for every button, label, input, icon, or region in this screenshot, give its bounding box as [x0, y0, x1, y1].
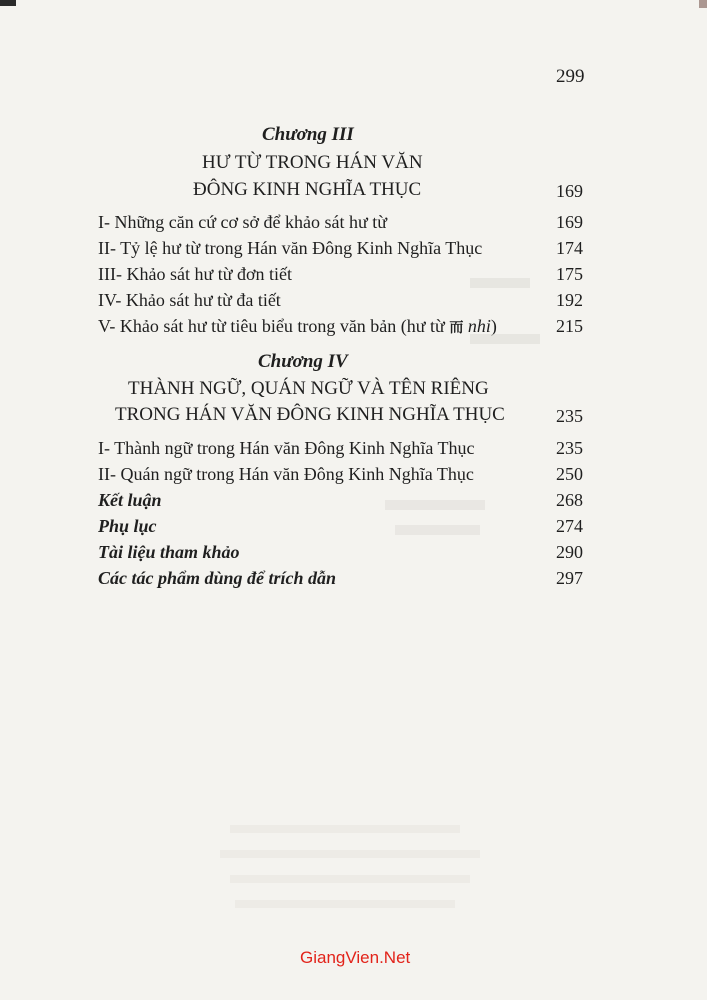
- toc-entry-page: 192: [556, 290, 583, 310]
- toc-entry: III- Khảo sát hư từ đơn tiết: [98, 264, 292, 284]
- chapter-3-page: 169: [556, 181, 583, 201]
- toc-entry-page: 268: [556, 490, 583, 510]
- toc-entry-page: 169: [556, 212, 583, 232]
- hanzi-character: 而: [449, 320, 464, 336]
- toc-entry: I- Thành ngữ trong Hán văn Đông Kinh Nghĩa Thục: [98, 438, 475, 458]
- bleed-through-mark: [385, 500, 485, 510]
- chapter-3-title: Chương III: [262, 124, 354, 145]
- toc-entry: [98, 316, 497, 337]
- toc-entry-page: 174: [556, 238, 583, 258]
- toc-entry-text: ): [490, 316, 497, 336]
- chapter-3-heading-line1: HƯ TỪ TRONG HÁN VĂN: [202, 152, 423, 173]
- bleed-through-mark: [470, 334, 540, 344]
- toc-entry-page: 250: [556, 464, 583, 484]
- toc-entry-italic-word: nhi: [467, 316, 491, 336]
- toc-entry-page: 215: [556, 316, 583, 336]
- bleed-through-mark: [235, 900, 455, 908]
- chapter-4-heading-line2: TRONG HÁN VĂN ĐÔNG KINH NGHĨA THỤC: [115, 404, 505, 425]
- chapter-3-heading-line2: ĐÔNG KINH NGHĨA THỤC: [193, 179, 422, 200]
- chapter-4-heading-line1: THÀNH NGỮ, QUÁN NGỮ VÀ TÊN RIÊNG: [128, 378, 489, 399]
- page-number: 299: [556, 66, 585, 87]
- toc-entry: I- Những căn cứ cơ sở để khảo sát hư từ: [98, 212, 387, 232]
- scan-edge-mark: [0, 0, 16, 6]
- toc-entry: II- Tỷ lệ hư từ trong Hán văn Đông Kinh Nghĩa Thục: [98, 238, 483, 258]
- toc-entry: II- Quán ngữ trong Hán văn Đông Kinh Nghĩa Thục: [98, 464, 474, 484]
- toc-entry-page: 297: [556, 568, 583, 588]
- chapter-4-page: 235: [556, 406, 583, 426]
- toc-entry-cited-works: Các tác phẩm dùng để trích dẫn: [98, 568, 337, 588]
- toc-entry-page: 274: [556, 516, 583, 536]
- bleed-through-mark: [220, 850, 480, 858]
- toc-entry-text: V- Khảo sát hư từ tiêu biểu trong văn bản (hư từ: [98, 316, 445, 336]
- toc-entry-page: 235: [556, 438, 583, 458]
- toc-entry-appendix: Phụ lục: [98, 516, 157, 536]
- scan-edge-mark: [699, 0, 707, 8]
- toc-entry-page: 290: [556, 542, 583, 562]
- bleed-through-mark: [470, 278, 530, 288]
- watermark-link[interactable]: GiangVien.Net: [300, 948, 411, 967]
- bleed-through-mark: [230, 875, 470, 883]
- toc-entry: IV- Khảo sát hư từ đa tiết: [98, 290, 281, 310]
- bleed-through-mark: [395, 525, 480, 535]
- chapter-4-title: Chương IV: [258, 351, 348, 372]
- bleed-through-mark: [230, 825, 460, 833]
- toc-entry-page: 175: [556, 264, 583, 284]
- toc-entry-conclusion: Kết luận: [98, 490, 162, 510]
- toc-entry-references: Tài liệu tham khảo: [98, 542, 240, 562]
